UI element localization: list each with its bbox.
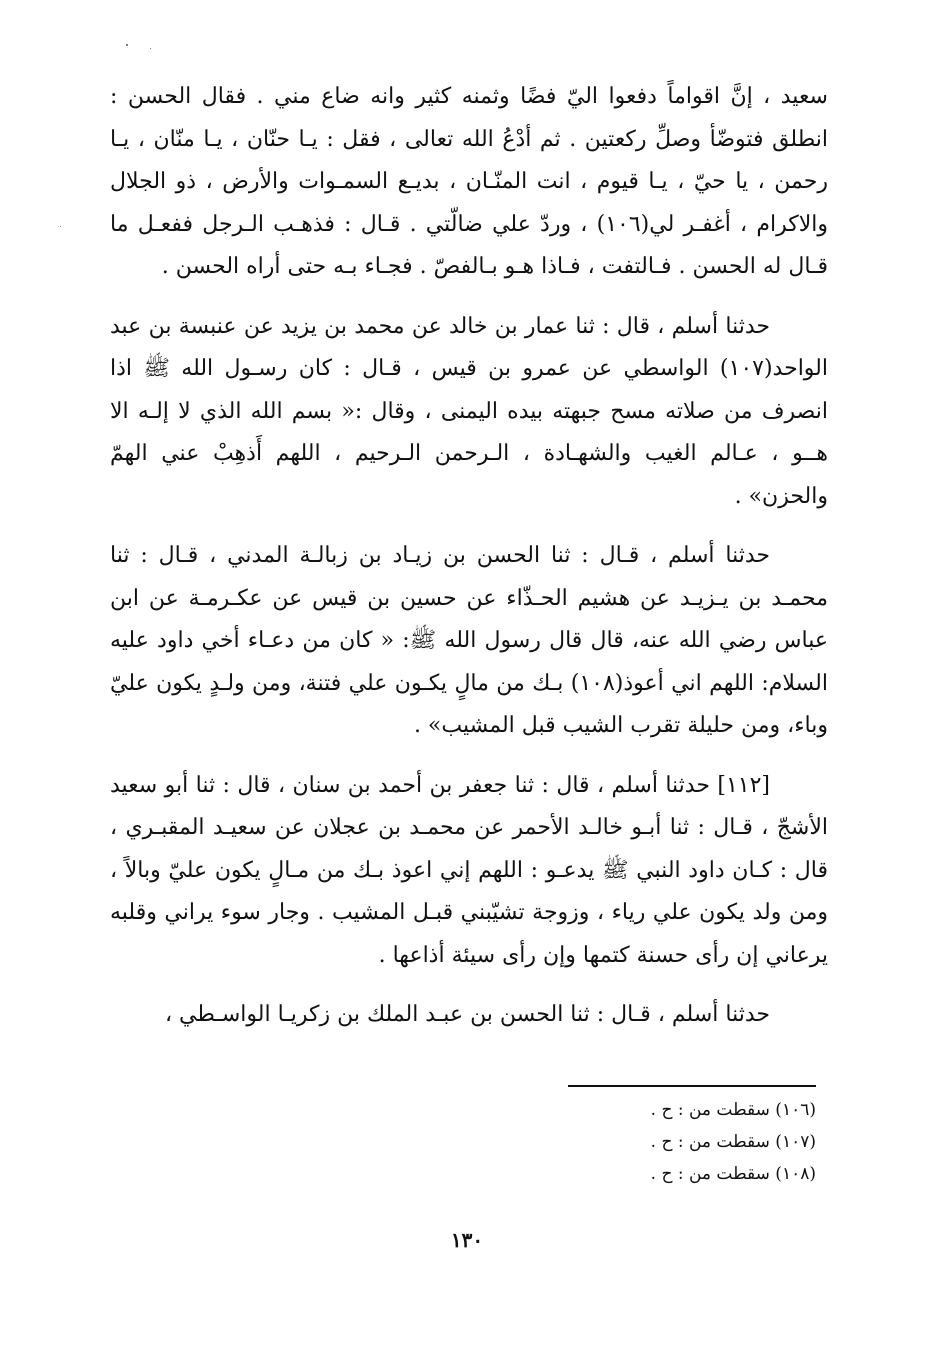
page-number: ١٣٠ [450, 1228, 484, 1252]
paragraph-4: [١١٢] حدثنا أسلم ، قال : ثنا جعفر بن أحمد بن سنان ، قال : ثنا أبو سعيد الأشجّ ، قـال : ثنا أبـو خالـد الأحمر عن محمـد بن عجلان عن سعيـد المقبـري ، قال : كـان داود النبي ﷺ يدعـو : اللهم إني اعوذ بـك من مـالٍ يكون عليّ وبالاً ، ومن ولد يكون علي رياء ، وزوجة تشيّبني قبـل المشيب . وجار سوء يراني وقلبه يرعاني إن رأى حسنة كتمها وإن رأى سيئة أذاعها . [110, 772, 828, 968]
footnote-108: (١٠٨) سقطت من : ح . [650, 1164, 816, 1184]
paragraph-1: سعيد ، إنَّ اقواماً دفعوا اليّ فضًا وثمنه كثير وانه ضاع مني . فقال الحسن : انطلق فتوضّأ وصلِّ ركعتين . ثم أدْعُ الله تعالى ، فقل : يـا حنّان ، يـا منّان ، يـا رحمن ، يا حيّ ، يـا قيوم ، انت المنّـان ، بديـع السمـوات والأرض ، ذو الجلال والاكرام ، أغفـر لي(١٠٦) ، وردّ علي ضالّتي . قـال : فذهـب الـرجل ففعـل ما قـال له الحسن . فـالتفت ، فـاذا هـو بـالفصّ . فجـاء بـه حتى أراه الحسن . [110, 84, 828, 279]
footnotes [560, 1094, 816, 1190]
scan-speck [60, 226, 61, 227]
main-text [110, 76, 828, 1054]
scan-speck [150, 48, 151, 49]
paragraph-3: حدثنا أسلم ، قـال : ثنا الحسن بن زيـاد بن زبالـة المدني ، قـال : ثنا محمـد بن يـزيـد عن هشيم الحـذّاء عن حسين بن قيس عن عكـرمـة عن ابن عباس رضي الله عنه، قال قال رسول الله ﷺ: « كان من دعـاء أخي داود عليه السلام: اللهم اني أعوذ(١٠٨) بـك من مالٍ يكـون علي فتنة، ومن ولـدٍ يكون عليّ وباء، ومن حليلة تقرب الشيب قبل المشيب» . [110, 543, 828, 738]
paragraph-5: حدثنا أسلم ، قـال : ثنا الحسن بن عبـد الملك بن زكريـا الواسـطي ، [164, 1002, 770, 1027]
footnote-divider [568, 1085, 816, 1087]
scan-speck [126, 44, 128, 46]
footnote-106: (١٠٦) سقطت من : ح . [650, 1100, 816, 1120]
paragraph-2: حدثنا أسلم ، قال : ثنا عمار بن خالد عن محمد بن يزيد عن عنبسة بن عبد الواحد(١٠٧) الواسطي عن عمرو بن قيس ، قـال : كان رسـول الله ﷺ اذا انصرف من صلاته مسح جبهته بيده اليمنى ، وقال :« بسم الله الذي لا إلـه الا هــو ، عـالم الغيب والشهـادة ، الـرحمن الـرحيم ، اللهم أَذهِبْ عني الهمّ والحزن» . [110, 313, 829, 509]
footnote-107: (١٠٧) سقطت من : ح . [650, 1132, 816, 1152]
